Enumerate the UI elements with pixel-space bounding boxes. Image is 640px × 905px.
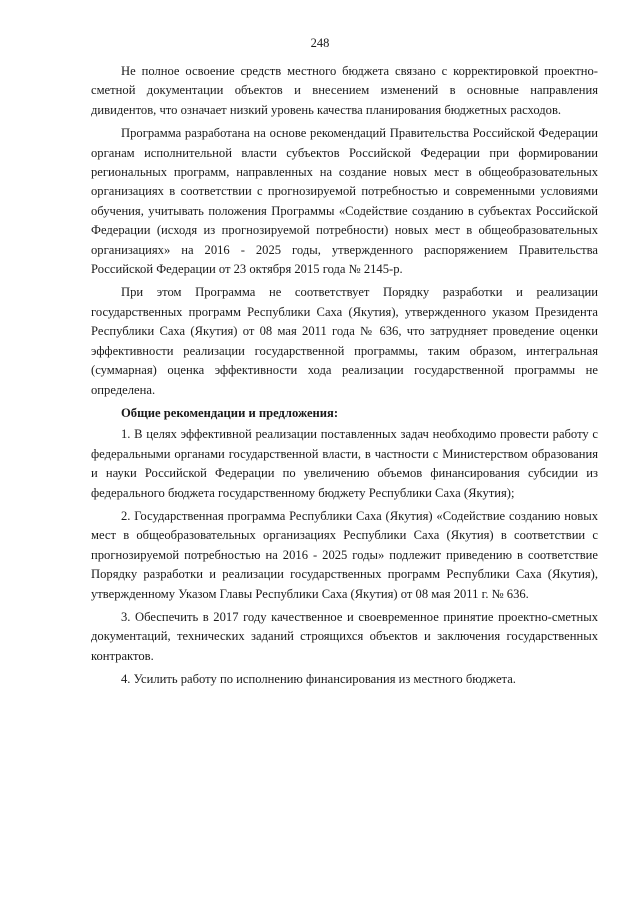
recommendation-item-3: 3. Обеспечить в 2017 году качественное и своевременное принятие проектно-сметных документаций, технических заданий строящихся объектов и заключения государственных контрактов. bbox=[91, 609, 598, 663]
paragraph-program-basis: Программа разработана на основе рекомендаций Правительства Российской Федерации органам исполнительной власти субъектов Российской Федерации при формировании региональных программ, направленных на создание новых мест в общеобразовательных организациях в соответствии с прогнозируемой потребностью и современными условиями обучения, учитывать положения Программы «Содействие созданию в субъектах Российской Федерации (исходя из прогнозируемой потребности) новых мест в общеобразовательных организациях» на 2016 - 2025 годы, утвержденного распоряжением Правительства Российской Федерации от 23 октября 2015 года № 2145-р. bbox=[91, 126, 598, 277]
paragraph-budget-execution: Не полное освоение средств местного бюджета связано с корректировкой проектно-сметной документации объектов и внесением изменений в основные направления дивидентов, что означает низкий уровень качества планирования бюджетных расходов. bbox=[91, 64, 598, 117]
recommendation-item-4: 4. Усилить работу по исполнению финансирования из местного бюджета. bbox=[121, 672, 516, 687]
paragraph-program-compliance: При этом Программа не соответствует Порядку разработки и реализации государственных программ Республики Саха (Якутия), утвержденного указом Президента Республики Саха (Якутия) от 08 мая 2011 года № 636, что затрудняет проведение оценки эффективности реализации государственной программы, таким образом, интегральная (суммарная) оценка эффективности хода реализации государственной программы не определена. bbox=[91, 285, 598, 397]
recommendations-heading: Общие рекомендации и предложения: bbox=[121, 405, 339, 420]
page-number: 248 bbox=[310, 36, 330, 50]
document-body bbox=[91, 62, 598, 694]
recommendation-item-1: 1. В целях эффективной реализации поставленных задач необходимо провести работу с федеральными органами государственной власти, в частности с Министерством образования и науки Российской Федерации по увеличению объемов финансирования субсидии из федерального бюджета государственному бюджету Республики Саха (Якутия); bbox=[91, 427, 598, 500]
recommendation-item-2: 2. Государственная программа Республики Саха (Якутия) «Содействие созданию новых мест в общеобразовательных организациях Республики Саха (Якутия) в соответствии с прогнозируемой потребностью на 2016 - 2025 годы» подлежит приведению в соответствие Порядку разработки и реализации государственных программ Республики Саха (Якутия), утвержденному Указом Главы Республики Саха (Якутия) от 08 мая 2011 г. № 636. bbox=[91, 508, 598, 601]
